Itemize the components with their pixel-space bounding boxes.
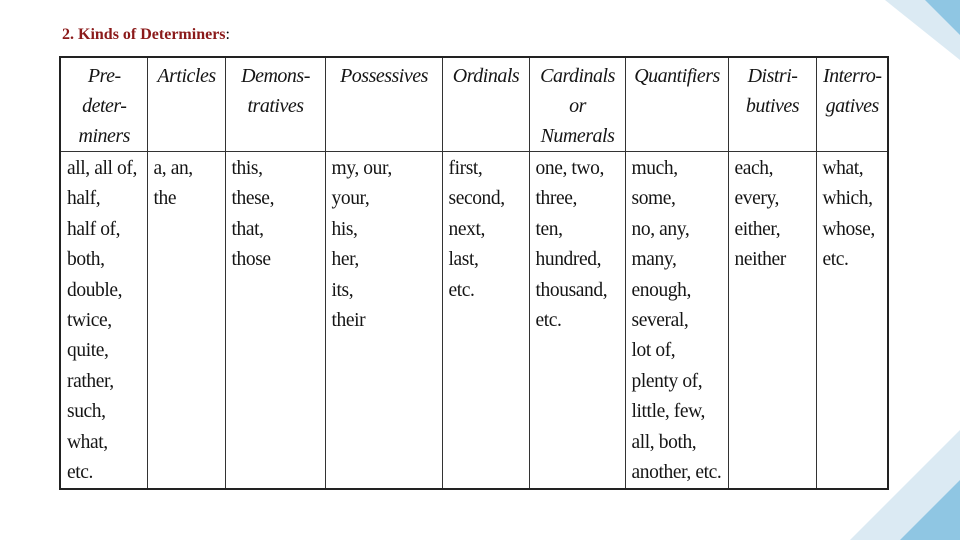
list-item: thousand, — [535, 279, 608, 301]
list-item: rather, — [67, 370, 114, 392]
column-header-line: miners — [78, 125, 130, 147]
list-item: all, all of, — [67, 158, 137, 179]
list-item: some, — [631, 188, 676, 210]
list-item: every, — [734, 188, 780, 210]
list-item: no, any, — [631, 218, 690, 240]
column-header — [147, 57, 225, 152]
list-item: a, an, — [153, 158, 193, 179]
column-header-line: tratives — [247, 95, 304, 117]
slide-heading-colon: : — [225, 26, 230, 43]
table-cell — [529, 152, 625, 490]
list-item: all, both, — [631, 431, 697, 453]
column-header-line: deter- — [82, 95, 127, 117]
list-item: twice, — [67, 310, 112, 332]
list-item: this, — [231, 158, 263, 179]
column-header-line: Pre- — [87, 65, 121, 87]
list-item: such, — [67, 401, 106, 423]
list-item: your, — [331, 188, 370, 210]
list-item: my, our, — [331, 158, 392, 179]
list-item: plenty of, — [631, 370, 703, 392]
list-item: half of, — [67, 218, 121, 240]
list-item: her, — [331, 249, 359, 271]
table-cell — [816, 152, 888, 490]
column-header-line: gatives — [825, 95, 879, 117]
table-cell — [147, 152, 225, 490]
column-header-line: Cardinals — [540, 65, 615, 87]
column-header-line: Quantifiers — [634, 65, 720, 87]
list-item: next, — [448, 218, 485, 240]
list-item: what, — [67, 431, 108, 453]
list-item: their — [331, 310, 366, 332]
column-header — [529, 57, 625, 152]
list-item: another, etc. — [631, 462, 722, 484]
determiners-table-image — [50, 50, 900, 490]
list-item: etc. — [448, 279, 475, 301]
list-item: that, — [231, 218, 264, 240]
column-header-line: Ordinals — [452, 65, 520, 87]
column-header-line: Numerals — [540, 125, 615, 147]
list-item: both, — [67, 249, 105, 271]
list-item: several, — [631, 310, 689, 332]
table-cell — [325, 152, 442, 490]
list-item: each, — [734, 158, 774, 179]
table-cell — [225, 152, 325, 490]
list-item: etc. — [535, 310, 562, 332]
list-item: whose, — [822, 218, 875, 240]
list-item: much, — [631, 158, 678, 179]
slide-heading-text: 2. Kinds of Determiners — [62, 26, 226, 43]
list-item: his, — [331, 218, 358, 240]
list-item: quite, — [67, 340, 109, 362]
table-row — [60, 152, 888, 490]
table-header-row — [60, 57, 888, 152]
list-item: first, — [448, 158, 483, 179]
list-item: the — [153, 188, 177, 210]
table-cell — [625, 152, 728, 490]
slide-heading — [62, 26, 230, 44]
list-item: hundred, — [535, 249, 602, 271]
list-item: etc. — [822, 249, 849, 271]
column-header-line: Possessives — [340, 65, 428, 87]
list-item: double, — [67, 279, 123, 301]
list-item: which, — [822, 188, 873, 210]
table-cell — [60, 152, 147, 490]
column-header — [442, 57, 529, 152]
column-header — [728, 57, 816, 152]
determiners-table — [59, 56, 889, 490]
list-item: either, — [734, 218, 781, 240]
list-item: what, — [822, 158, 864, 179]
list-item: lot of, — [631, 340, 676, 362]
column-header — [816, 57, 888, 152]
column-header — [225, 57, 325, 152]
column-header — [325, 57, 442, 152]
column-header-line: or — [569, 95, 586, 117]
column-header-line: Interro- — [822, 65, 882, 87]
list-item: half, — [67, 188, 101, 210]
column-header — [60, 57, 147, 152]
list-item: those — [231, 249, 271, 271]
column-header-line: Distri- — [747, 65, 798, 87]
table-cell — [442, 152, 529, 490]
list-item: second, — [448, 188, 505, 210]
table-cell — [728, 152, 816, 490]
list-item: its, — [331, 279, 354, 301]
column-header-line: Demons- — [241, 65, 310, 87]
list-item: one, two, — [535, 158, 604, 179]
list-item: enough, — [631, 279, 691, 301]
list-item: these, — [231, 188, 275, 210]
list-item: neither — [734, 249, 786, 271]
column-header-line: butives — [745, 95, 800, 117]
list-item: three, — [535, 188, 577, 210]
column-header-line: Articles — [157, 65, 216, 87]
column-header — [625, 57, 728, 152]
list-item: little, few, — [631, 401, 706, 423]
list-item: last, — [448, 249, 479, 271]
list-item: many, — [631, 249, 677, 271]
list-item: ten, — [535, 218, 563, 240]
list-item: etc. — [67, 462, 94, 484]
